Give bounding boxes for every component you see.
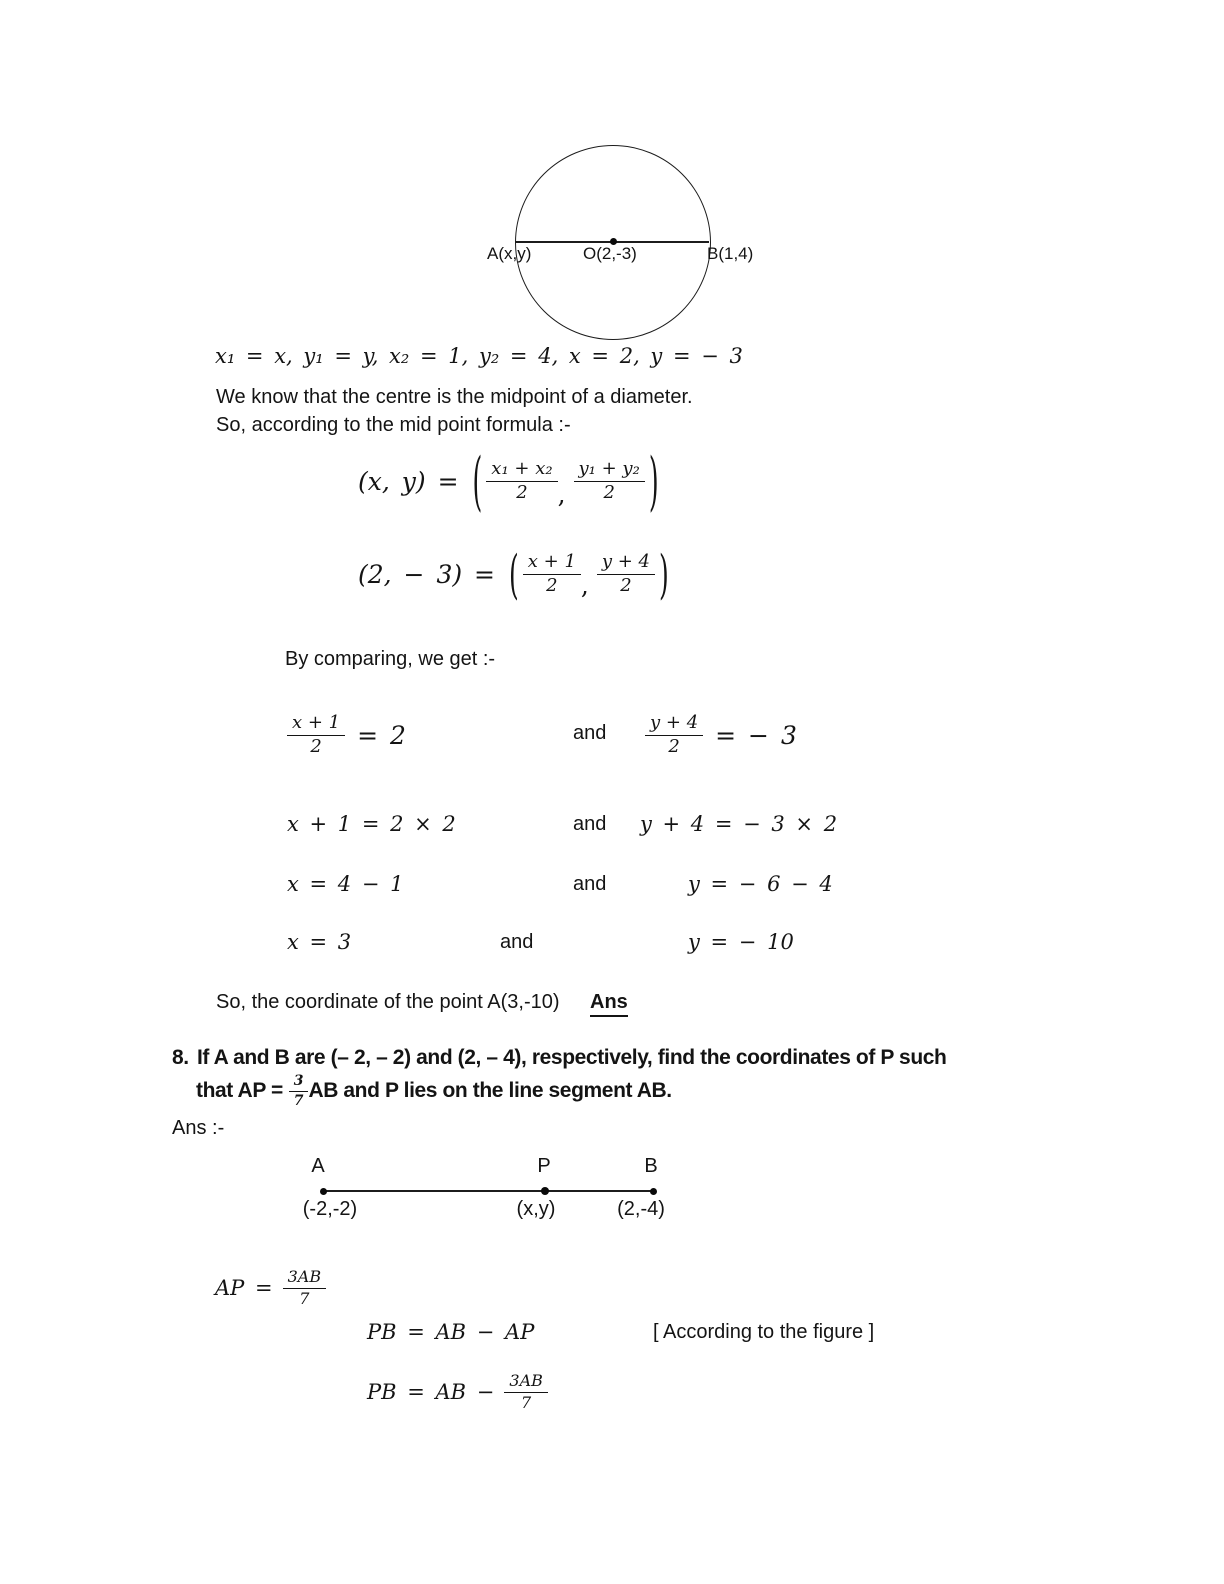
equation-y-result: y = − 10 (688, 930, 794, 954)
formula-comma: , (580, 571, 589, 600)
point-p-dot (541, 1187, 549, 1195)
point-b-label: B(1,4) (707, 244, 754, 263)
equation-pb1: PB = AB − AP (367, 1320, 535, 1344)
equation-ap (215, 1262, 326, 1314)
equation-rhs: = 2 (357, 720, 406, 750)
fraction-three-sevenths: $\frac{3}{7}$ (289, 1073, 309, 1108)
compare-row1-right (645, 706, 797, 764)
midpoint-formula-substituted (358, 542, 673, 606)
coord-a-label: (-2,-2) (302, 1198, 358, 1220)
equation-rhs: = − 3 (715, 720, 797, 750)
fraction-x: $\frac{x + 1}{2}$ (287, 713, 345, 757)
center-o-label: O(2,-3) (583, 244, 637, 263)
midpoint-formula-general (358, 443, 663, 519)
compare-row1-left (287, 706, 406, 764)
comparing-line: By comparing, we get :- (285, 648, 496, 670)
fraction-y: $\frac{y + 4}{2}$ (597, 552, 655, 596)
fraction-y: $\frac{\text{y₁ + y₂}}{2}$ (574, 459, 645, 503)
question-text-line1: If A and B are (– 2, – 2) and (2, – 4), respectively, find the coordinates of P such (197, 1046, 947, 1069)
point-p-label: P (537, 1155, 551, 1177)
question-text-pre: that AP = (196, 1079, 283, 1102)
equation-y-step1: y + 4 = − 3 × 2 (640, 812, 838, 836)
midpoint-fact-line: We know that the centre is the midpoint of a diameter. (216, 386, 693, 408)
fraction-3ab-7: $\frac{3AB}{7}$ (283, 1268, 327, 1308)
open-paren: ( (472, 444, 483, 518)
and-connector: and (500, 931, 534, 953)
ans-intro: Ans :- (172, 1117, 225, 1139)
formula-lhs: (2, − 3) = (358, 559, 495, 589)
point-b-label: B (644, 1155, 658, 1177)
equation-x-step1: x + 1 = 2 × 2 (287, 812, 456, 836)
equation-x-step2: x = 4 − 1 (287, 872, 404, 896)
conclusion-line: So, the coordinate of the point A(3,-10) (216, 991, 560, 1013)
coord-b-label: (2,-4) (617, 1198, 665, 1220)
ans-label: Ans (590, 991, 628, 1017)
point-b-dot (650, 1188, 657, 1195)
fraction-x: $\frac{\text{x₁ + x₂}}{2}$ (486, 459, 557, 503)
and-connector: and (573, 873, 607, 895)
equation-x-result: x = 3 (287, 930, 352, 954)
given-values-line: x₁ = x, y₁ = y, x₂ = 1, y₂ = 4, x = 2, y = − 3 (215, 344, 743, 368)
circle-diagram (480, 140, 800, 355)
close-paren: ) (648, 444, 659, 518)
and-connector: and (573, 722, 607, 744)
segment-diagram (280, 1150, 700, 1230)
point-a-dot (320, 1188, 327, 1195)
equation-lhs: PB = AB − (367, 1380, 495, 1404)
and-connector: and (573, 813, 607, 835)
fraction-x: $\frac{x + 1}{2}$ (523, 552, 581, 596)
question-number: 8. (172, 1046, 189, 1069)
formula-lhs: (x, y) = (358, 466, 459, 496)
point-a-label: A(x,y) (487, 244, 532, 263)
fraction-y: $\frac{y + 4}{2}$ (645, 713, 703, 757)
close-paren: ) (659, 543, 669, 605)
segment-line (323, 1190, 653, 1192)
formula-comma: , (557, 480, 566, 509)
equation-lhs: AP = (215, 1276, 273, 1300)
equation-y-step2: y = − 6 − 4 (688, 872, 833, 896)
fraction-3ab-7: $\frac{3AB}{7}$ (504, 1372, 548, 1412)
formula-intro-line: So, according to the mid point formula :- (216, 414, 571, 436)
equation-pb2 (367, 1366, 548, 1418)
question-text-post: AB and P lies on the line segment AB. (308, 1079, 672, 1102)
open-paren: ( (509, 543, 519, 605)
coord-p-label: (x,y) (516, 1198, 556, 1220)
point-a-label: A (311, 1155, 325, 1177)
question-text-line2 (196, 1072, 672, 1110)
figure-note: [ According to the figure ] (653, 1321, 875, 1343)
